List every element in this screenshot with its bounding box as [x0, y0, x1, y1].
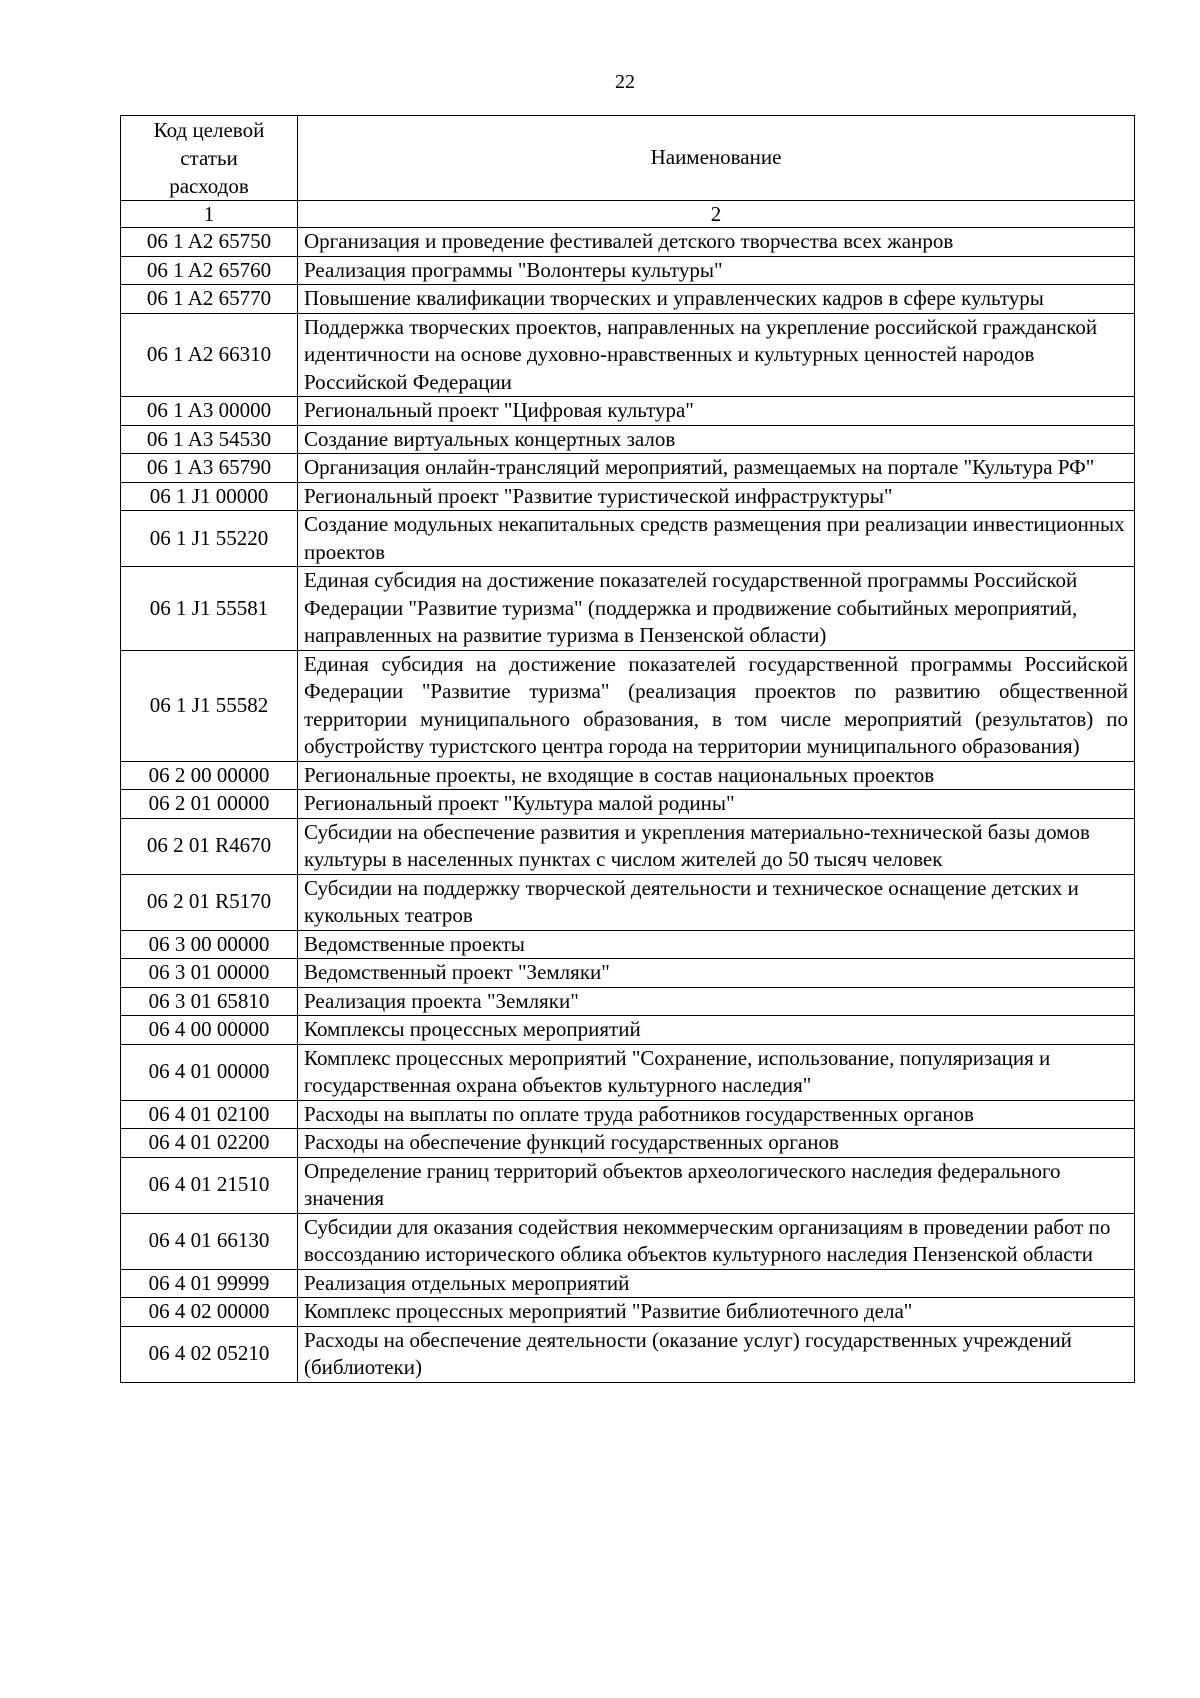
row-name: Субсидии для оказания содействия некоммерческим организациям в проведении работ по воссозданию исторического облика объектов культурного наследия Пензенской области: [298, 1213, 1135, 1269]
row-code: 06 1 J1 00000: [121, 482, 298, 511]
row-name: Единая субсидия на достижение показателей государственной программы Российской Федерации "Развитие туризма" (поддержка и продвижение событийных мероприятий, направленных на развитие туризма в Пензенской области): [298, 567, 1135, 651]
table-header: [121, 116, 1135, 228]
row-code: 06 3 00 00000: [121, 930, 298, 959]
table-row: [121, 397, 1135, 426]
table-row: [121, 1100, 1135, 1129]
header-name: Наименование: [298, 116, 1135, 201]
row-code: 06 1 A2 65750: [121, 228, 298, 257]
table-row: [121, 511, 1135, 567]
row-name: Создание виртуальных концертных залов: [298, 425, 1135, 454]
table-row: [121, 959, 1135, 988]
row-code: 06 1 A2 65760: [121, 256, 298, 285]
table-row: [121, 567, 1135, 651]
row-name: Создание модульных некапитальных средств размещения при реализации инвестиционных проектов: [298, 511, 1135, 567]
row-name: Комплексы процессных мероприятий: [298, 1016, 1135, 1045]
row-code: 06 3 01 00000: [121, 959, 298, 988]
row-name: Единая субсидия на достижение показателей государственной программы Российской Федерации "Развитие туризма" (реализация проектов по развитию общественной территории муниципального образования, в том числе мероприятий (результатов) по обустройству туристского центра города на территории муниципального образования): [298, 650, 1135, 761]
row-name: Расходы на выплаты по оплате труда работников государственных органов: [298, 1100, 1135, 1129]
row-code: 06 1 J1 55220: [121, 511, 298, 567]
row-code: 06 1 J1 55581: [121, 567, 298, 651]
row-code: 06 4 02 05210: [121, 1326, 298, 1382]
row-code: 06 1 J1 55582: [121, 650, 298, 761]
table-row: [121, 930, 1135, 959]
table-row: [121, 1157, 1135, 1213]
row-name: Организация онлайн-трансляций мероприятий, размещаемых на портале "Культура РФ": [298, 454, 1135, 483]
table-row: [121, 761, 1135, 790]
row-name: Расходы на обеспечение функций государственных органов: [298, 1129, 1135, 1158]
row-name: Субсидии на обеспечение развития и укрепления материально-технической базы домов культуры в населенных пунктах с числом жителей до 50 тысяч человек: [298, 818, 1135, 874]
row-name: Реализация программы "Волонтеры культуры": [298, 256, 1135, 285]
row-name: Расходы на обеспечение деятельности (оказание услуг) государственных учреждений (библиотеки): [298, 1326, 1135, 1382]
row-name: Региональный проект "Цифровая культура": [298, 397, 1135, 426]
row-code: 06 2 01 00000: [121, 790, 298, 819]
row-code: 06 1 A3 65790: [121, 454, 298, 483]
column-number-1: 1: [121, 201, 298, 228]
table-row: [121, 1269, 1135, 1298]
row-code: 06 4 01 66130: [121, 1213, 298, 1269]
table-row: [121, 228, 1135, 257]
row-name: Ведомственный проект "Земляки": [298, 959, 1135, 988]
table-row: [121, 425, 1135, 454]
row-code: 06 4 01 00000: [121, 1044, 298, 1100]
table-row: [121, 313, 1135, 397]
row-name: Ведомственные проекты: [298, 930, 1135, 959]
row-name: Организация и проведение фестивалей детского творчества всех жанров: [298, 228, 1135, 257]
table-row: [121, 482, 1135, 511]
row-name: Региональный проект "Культура малой родины": [298, 790, 1135, 819]
row-name: Субсидии на поддержку творческой деятельности и техническое оснащение детских и кукольных театров: [298, 874, 1135, 930]
table-row: [121, 1129, 1135, 1158]
table-row: [121, 454, 1135, 483]
row-code: 06 2 00 00000: [121, 761, 298, 790]
row-code: 06 4 02 00000: [121, 1298, 298, 1327]
header-code-line-3: расходов: [169, 174, 249, 198]
table-row: [121, 790, 1135, 819]
row-code: 06 1 A2 66310: [121, 313, 298, 397]
table-row: [121, 1213, 1135, 1269]
table-row: [121, 1016, 1135, 1045]
header-code-line-1: Код целевой: [153, 118, 265, 142]
table-row: [121, 650, 1135, 761]
row-code: 06 4 01 21510: [121, 1157, 298, 1213]
row-name: Реализация отдельных мероприятий: [298, 1269, 1135, 1298]
table-row: [121, 818, 1135, 874]
page-number: 22: [615, 71, 635, 93]
row-name: Поддержка творческих проектов, направленных на укрепление российской гражданской идентичности на основе духовно-нравственных и культурных ценностей народов Российской Федерации: [298, 313, 1135, 397]
table-row: [121, 987, 1135, 1016]
table-row: [121, 256, 1135, 285]
row-name: Комплекс процессных мероприятий "Развитие библиотечного дела": [298, 1298, 1135, 1327]
row-name: Повышение квалификации творческих и управленческих кадров в сфере культуры: [298, 285, 1135, 314]
header-code: [121, 116, 298, 201]
row-name: Реализация проекта "Земляки": [298, 987, 1135, 1016]
row-code: 06 4 01 02100: [121, 1100, 298, 1129]
row-code: 06 2 01 R4670: [121, 818, 298, 874]
row-code: 06 4 01 99999: [121, 1269, 298, 1298]
table-row: [121, 285, 1135, 314]
row-name: Региональные проекты, не входящие в состав национальных проектов: [298, 761, 1135, 790]
row-name: Комплекс процессных мероприятий "Сохранение, использование, популяризация и государственная охрана объектов культурного наследия": [298, 1044, 1135, 1100]
row-name: Определение границ территорий объектов археологического наследия федерального значения: [298, 1157, 1135, 1213]
row-code: 06 4 00 00000: [121, 1016, 298, 1045]
row-code: 06 4 01 02200: [121, 1129, 298, 1158]
row-code: 06 2 01 R5170: [121, 874, 298, 930]
table-body: [121, 228, 1135, 1383]
row-code: 06 1 A3 00000: [121, 397, 298, 426]
budget-codes-table: [120, 115, 1135, 1383]
header-code-line-2: статьи: [180, 146, 238, 170]
table-row: [121, 1044, 1135, 1100]
row-code: 06 3 01 65810: [121, 987, 298, 1016]
row-name: Региональный проект "Развитие туристической инфраструктуры": [298, 482, 1135, 511]
row-code: 06 1 A3 54530: [121, 425, 298, 454]
column-number-2: 2: [298, 201, 1135, 228]
table-row: [121, 1326, 1135, 1382]
table-row: [121, 874, 1135, 930]
row-code: 06 1 A2 65770: [121, 285, 298, 314]
table-row: [121, 1298, 1135, 1327]
